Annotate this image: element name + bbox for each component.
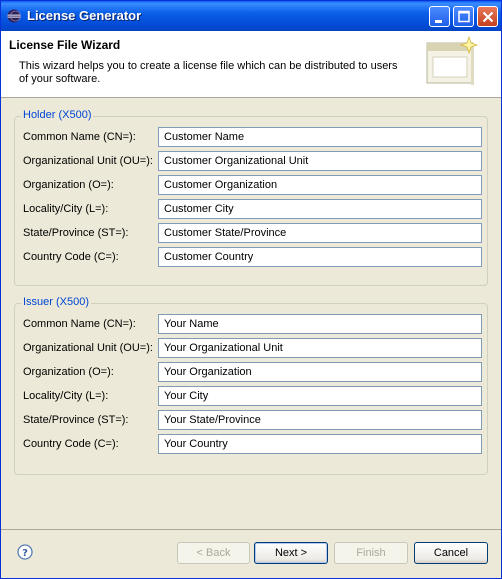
holder-country-field[interactable]: Customer Country [158,247,482,267]
page-title: License File Wizard [9,38,121,52]
svg-text:?: ? [22,548,28,559]
minimize-button[interactable] [429,6,450,27]
issuer-country-field[interactable]: Your Country [158,434,482,454]
eclipse-icon [7,9,21,23]
close-icon [478,7,499,28]
next-button[interactable]: Next > [254,542,328,564]
finish-button[interactable]: Finish [334,542,408,564]
holder-group-title: Holder (X500) [23,109,92,121]
holder-c-label: Country Code (C=): [23,251,119,263]
issuer-common-name-field[interactable]: Your Name [158,314,482,334]
title-bar[interactable] [1,1,501,31]
holder-org-unit-field[interactable]: Customer Organizational Unit [158,151,482,171]
holder-city-field[interactable]: Customer City [158,199,482,219]
wizard-banner-icon [425,35,481,91]
issuer-group [14,296,488,475]
holder-l-label: Locality/City (L=): [23,203,109,215]
holder-group [14,109,488,286]
maximize-button[interactable] [453,6,474,27]
help-icon[interactable] [17,544,33,560]
minimize-icon [430,7,451,28]
issuer-c-label: Country Code (C=): [23,438,119,450]
issuer-org-unit-field[interactable]: Your Organizational Unit [158,338,482,358]
wizard-header [1,31,501,98]
issuer-organization-field[interactable]: Your Organization [158,362,482,382]
issuer-cn-label: Common Name (CN=): [23,318,136,330]
holder-st-label: State/Province (ST=): [23,227,129,239]
maximize-icon [454,7,475,28]
issuer-st-label: State/Province (ST=): [23,414,129,426]
issuer-group-title: Issuer (X500) [23,296,90,308]
issuer-o-label: Organization (O=): [23,366,114,378]
back-button[interactable]: < Back [177,542,250,564]
window-title: License Generator [27,8,142,23]
holder-common-name-field[interactable]: Customer Name [158,127,482,147]
page-description: This wizard helps you to create a license file which can be distributed to users of your software. [19,60,398,85]
holder-ou-label: Organizational Unit (OU=): [23,155,153,167]
footer-separator [1,529,501,530]
close-button[interactable] [477,6,498,27]
holder-state-field[interactable]: Customer State/Province [158,223,482,243]
issuer-ou-label: Organizational Unit (OU=): [23,342,153,354]
issuer-city-field[interactable]: Your City [158,386,482,406]
issuer-l-label: Locality/City (L=): [23,390,109,402]
holder-o-label: Organization (O=): [23,179,114,191]
holder-cn-label: Common Name (CN=): [23,131,136,143]
cancel-button[interactable]: Cancel [414,542,488,564]
issuer-state-field[interactable]: Your State/Province [158,410,482,430]
holder-organization-field[interactable]: Customer Organization [158,175,482,195]
